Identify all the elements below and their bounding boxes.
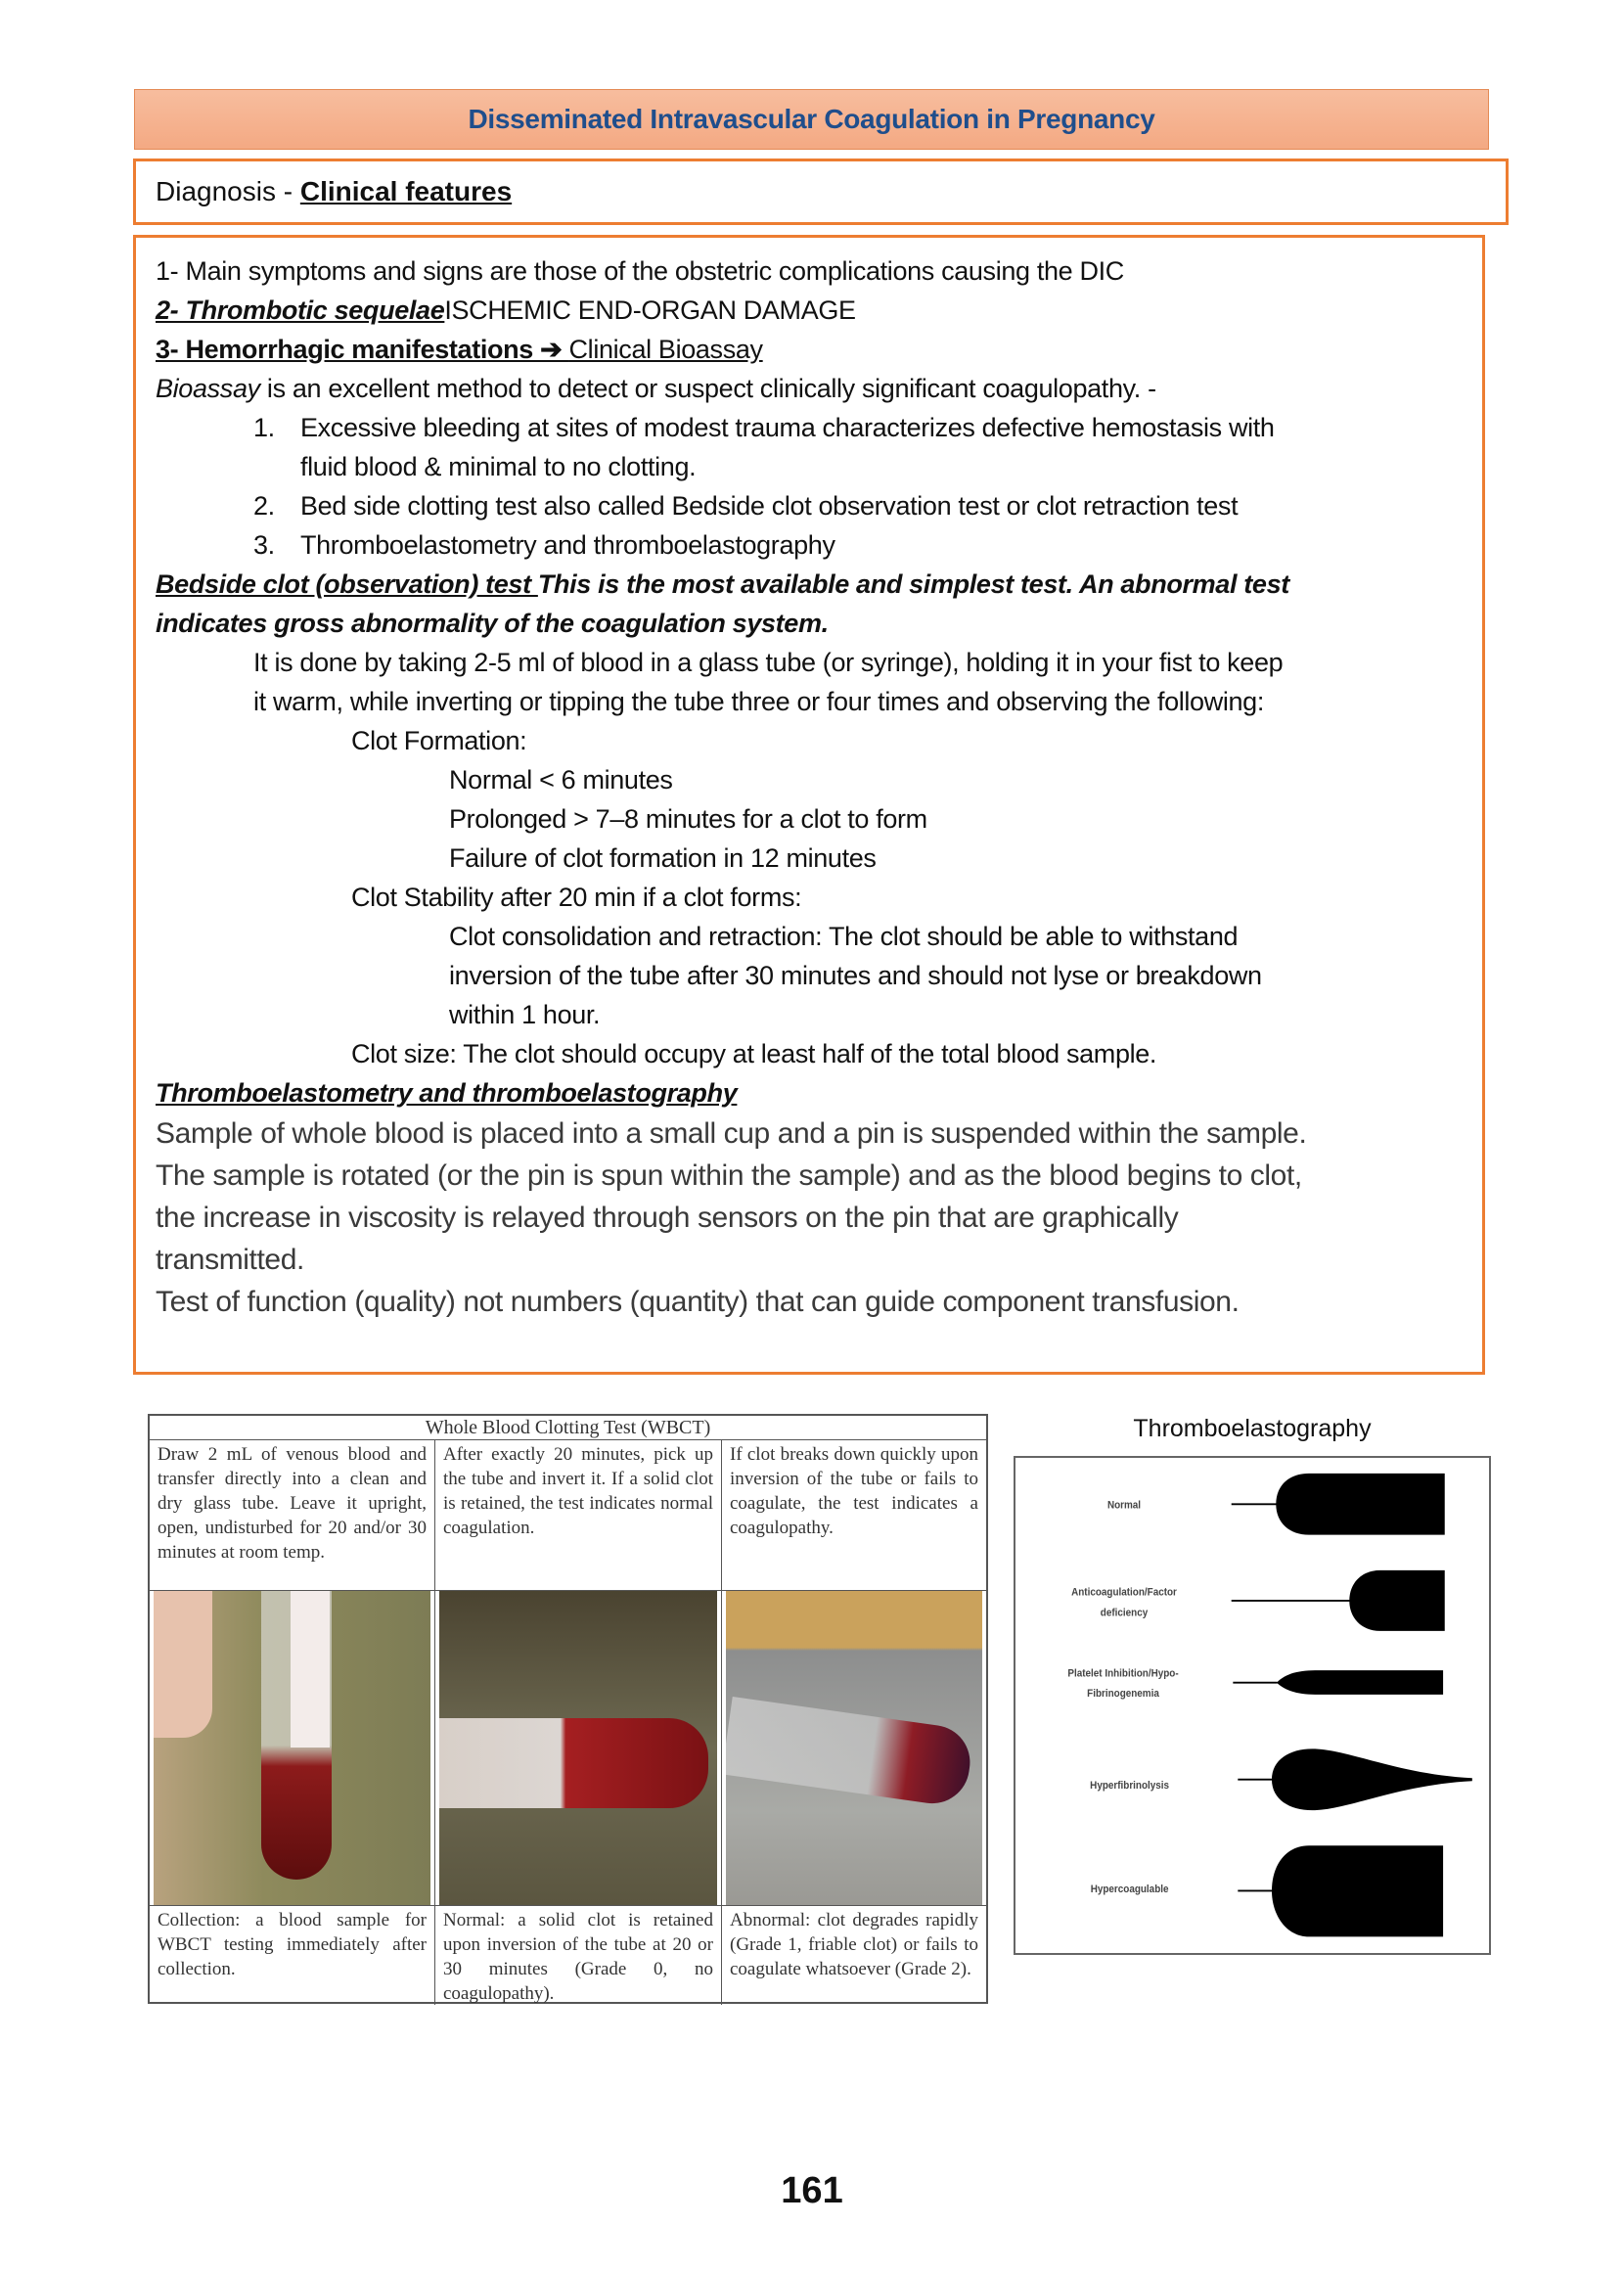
list-text: Thromboelastometry and thromboelastography xyxy=(300,530,835,560)
list-number: 3. xyxy=(253,530,275,560)
wbct-table xyxy=(148,1414,988,2004)
wbct-photos-row xyxy=(150,1591,986,1906)
list-item xyxy=(156,525,1482,565)
teg-diagram xyxy=(1015,1458,1489,1953)
teg-figure xyxy=(1014,1456,1491,1955)
clot-formation-heading: Clot Formation: xyxy=(351,726,527,755)
teg-paragraph-line: Test of function (quality) not numbers (quantity) that can guide component transfusion. xyxy=(156,1286,1240,1318)
wbct-title: Whole Blood Clotting Test (WBCT) xyxy=(150,1416,986,1440)
photo-normal-cell xyxy=(435,1591,722,1905)
list-item xyxy=(156,408,1482,447)
clot-formation-item: Failure of clot formation in 12 minutes xyxy=(449,843,877,873)
teg-paragraph-line: transmitted. xyxy=(156,1244,304,1276)
list-number: 1. xyxy=(253,413,275,442)
teg-label-platelet-2: Fibrinogenemia xyxy=(1087,1687,1159,1701)
list-item-continued: fluid blood & minimal to no clotting. xyxy=(300,452,697,481)
hand-shape xyxy=(154,1591,212,1738)
photo-collection-cell xyxy=(150,1591,435,1905)
wbct-captions-row xyxy=(150,1906,986,2005)
procedure-line: It is done by taking 2-5 ml of blood in a glass tube (or syringe), holding it in your fist to keep xyxy=(253,648,1284,677)
list-number: 2. xyxy=(253,491,275,521)
teg-trace-normal xyxy=(1276,1474,1444,1535)
clot-stability-item: within 1 hour. xyxy=(449,1000,601,1029)
bioassay-desc: is an excellent method to detect or suspect clinically significant coagulopathy. - xyxy=(259,374,1156,403)
wbct-caption: Collection: a blood sample for WBCT testing immediately after collection. xyxy=(150,1906,435,2005)
page-header xyxy=(134,89,1489,150)
teg-heading: Thromboelastometry and thromboelastography xyxy=(156,1078,738,1108)
photo-abnormal-cell xyxy=(722,1591,986,1905)
wbct-step: Draw 2 mL of venous blood and transfer directly into a clean and dry glass tube. Leave it upright, open, undisturbed for 20 and/or 30 minutes at room temp. xyxy=(150,1440,435,1590)
point-2-text: ISCHEMIC END-ORGAN DAMAGE xyxy=(444,295,856,325)
teg-label-anticoag: Anticoagulation/Factor xyxy=(1071,1585,1177,1599)
teg-label-hyperfibrinolysis: Hyperfibrinolysis xyxy=(1090,1779,1170,1793)
wbct-step: After exactly 20 minutes, pick up the tube and invert it. If a solid clot is retained, the test indicates normal coagulation. xyxy=(435,1440,722,1590)
teg-paragraph-line: Sample of whole blood is placed into a small cup and a pin is suspended within the sample. xyxy=(156,1117,1307,1150)
wbct-caption: Abnormal: clot degrades rapidly (Grade 1, friable clot) or fails to coagulate whatsoever (Grade 2). xyxy=(730,1910,978,1979)
clinical-features-heading: Clinical features xyxy=(299,176,513,206)
list-text: Bed side clotting test also called Bedside clot observation test or clot retraction test xyxy=(300,491,1239,521)
teg-paragraph-line: the increase in viscosity is relayed through sensors on the pin that are graphically xyxy=(156,1202,1179,1234)
photo-blood-tube-upright xyxy=(154,1591,430,1905)
teg-figure-title: Thromboelastography xyxy=(1133,1415,1372,1442)
tube-label-shape xyxy=(291,1591,330,1748)
wbct-caption: Normal: a solid clot is retained upon inversion of the tube at 20 or 30 minutes (Grade 0, no coagulopathy). xyxy=(435,1906,722,2005)
diagnosis-prefix: Diagnosis - xyxy=(156,176,300,206)
point-2 xyxy=(156,291,1482,330)
teg-trace-anticoag xyxy=(1349,1570,1444,1631)
teg-label-normal: Normal xyxy=(1106,1499,1142,1512)
teg-label-platelet: Platelet Inhibition/Hypo- xyxy=(1067,1666,1179,1680)
clot-formation-item: Normal < 6 minutes xyxy=(449,765,673,794)
clot-formation-item: Prolonged > 7–8 minutes for a clot to form xyxy=(449,804,927,834)
teg-trace-hyperfibrinolysis xyxy=(1272,1748,1472,1810)
tube-shape xyxy=(726,1697,974,1808)
bioassay-term: Bioassay xyxy=(156,374,260,403)
point-3-text: Clinical Bioassay xyxy=(568,335,763,364)
wbct-step: If clot breaks down quickly upon inversion of the tube or fails to coagulate, the test indicates a coagulopathy. xyxy=(730,1444,978,1538)
point-2-heading: 2- Thrombotic sequelae xyxy=(156,295,445,325)
photo-clot-degraded xyxy=(726,1591,982,1905)
diagnosis-label xyxy=(156,176,512,207)
tube-shape xyxy=(439,1718,708,1808)
procedure-line: it warm, while inverting or tipping the tube three or four times and observing the following: xyxy=(253,687,1265,716)
diagnosis-header xyxy=(133,159,1509,225)
page-number: 161 xyxy=(781,2170,843,2211)
bioassay-text xyxy=(156,369,1482,408)
clot-size: Clot size: The clot should occupy at least half of the total blood sample. xyxy=(351,1039,1157,1068)
wbct-steps-row xyxy=(150,1440,986,1591)
list-item xyxy=(156,486,1482,525)
photo-solid-clot-inverted xyxy=(439,1591,717,1905)
point-1: 1- Main symptoms and signs are those of the obstetric complications causing the DIC xyxy=(156,256,1124,286)
bedside-title: Bedside clot (observation) test xyxy=(156,569,538,599)
point-3 xyxy=(156,330,1482,369)
point-3-heading: 3- Hemorrhagic manifestations ➔ xyxy=(156,335,569,364)
teg-trace-hypercoagulable xyxy=(1272,1845,1443,1936)
teg-trace-platelet xyxy=(1277,1670,1443,1695)
bedside-heading xyxy=(156,565,1482,604)
bedside-desc: This is the most available and simplest test. An abnormal test xyxy=(537,569,1289,599)
teg-label-anticoag-2: deficiency xyxy=(1100,1606,1149,1619)
clot-stability-heading: Clot Stability after 20 min if a clot forms: xyxy=(351,883,802,912)
clot-stability-item: inversion of the tube after 30 minutes and should not lyse or breakdown xyxy=(449,961,1262,990)
clinical-features-content xyxy=(133,235,1485,1375)
page-title: Disseminated Intravascular Coagulation in Pregnancy xyxy=(468,104,1155,134)
bedside-desc-cont: indicates gross abnormality of the coagulation system. xyxy=(156,609,829,638)
teg-label-hypercoagulable: Hypercoagulable xyxy=(1090,1883,1169,1896)
clot-stability-item: Clot consolidation and retraction: The clot should be able to withstand xyxy=(449,922,1239,951)
list-text: Excessive bleeding at sites of modest trauma characterizes defective hemostasis with xyxy=(300,413,1275,442)
teg-paragraph-line: The sample is rotated (or the pin is spun within the sample) and as the blood begins to clot, xyxy=(156,1159,1302,1192)
